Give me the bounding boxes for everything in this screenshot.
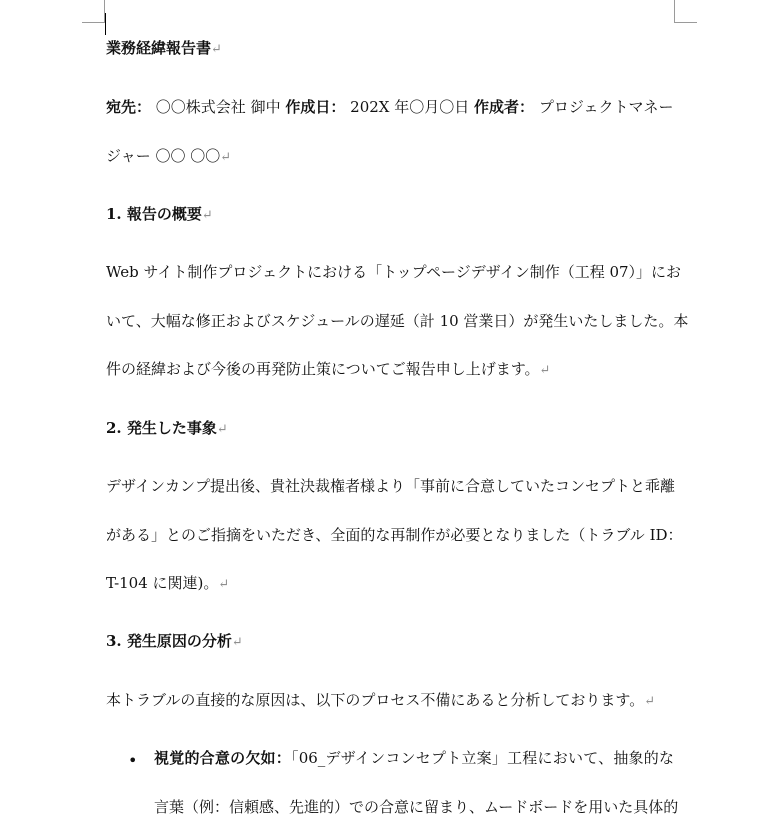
section-2-body[interactable] [106, 462, 674, 608]
bullet-label: 視覚的合意の欠如： [154, 749, 291, 767]
author-value-part1: プロジェクトマネー [539, 98, 674, 116]
body-line: 本トラブルの直接的な原因は、以下のプロセス不備にあると分析しております。 [106, 691, 644, 709]
date-value: 202X 年〇月〇日 [350, 98, 469, 116]
paragraph-mark: ↵ [540, 363, 551, 378]
author-value-part2: ジャー 〇〇 〇〇 [106, 147, 220, 165]
meta-line-1 [106, 83, 674, 132]
section-heading-text: 1. 報告の概要 [106, 205, 202, 223]
section-1-heading[interactable] [106, 190, 213, 239]
body-line: がある」とのご指摘をいただき、全面的な再制作が必要となりました（トラブル ID： [106, 511, 674, 560]
body-line: デザインカンプ提出後、貴社決裁権者様より「事前に合意していたコンセプトと乖離 [106, 462, 674, 511]
bullet-line-1 [154, 734, 674, 783]
section-2-heading[interactable] [106, 404, 228, 453]
body-line: いて、大幅な修正およびスケジュールの遅延（計 10 営業日）が発生いたしました。本 [106, 297, 674, 346]
bullet-line-2: 言葉（例：信頼感、先進的）での合意に留まり、ムードボードを用いた具体的 [154, 783, 674, 831]
section-3-heading[interactable] [106, 617, 243, 666]
author-label: 作成者： [474, 98, 534, 116]
paragraph-mark: ↵ [218, 577, 229, 592]
body-line: 件の経緯および今後の再発防止策についてご報告申し上げます。 [106, 360, 540, 378]
paragraph-mark: ↵ [644, 694, 655, 709]
paragraph-mark: ↵ [202, 208, 213, 223]
meta-line-2 [106, 132, 674, 181]
to-label: 宛先： [106, 98, 151, 116]
paragraph-mark: ↵ [220, 150, 231, 165]
body-line: Web サイト制作プロジェクトにおける「トップページデザイン制作（工程 07）」にお [106, 248, 674, 297]
to-value: 〇〇株式会社 御中 [156, 98, 281, 116]
page-corner-mark-right [674, 0, 697, 23]
meta-block[interactable] [106, 83, 674, 180]
bullet-text: 「06_デザインコンセプト立案」工程において、抽象的な [291, 749, 674, 767]
bullet-icon: • [128, 754, 137, 768]
section-heading-text: 2. 発生した事象 [106, 419, 217, 437]
section-heading-text: 3. 発生原因の分析 [106, 632, 232, 650]
title-text: 業務経緯報告書 [106, 39, 211, 57]
bullet-item[interactable] [154, 734, 674, 831]
section-1-body[interactable] [106, 248, 674, 394]
date-label: 作成日： [285, 98, 345, 116]
document-title[interactable] [106, 24, 222, 74]
paragraph-mark: ↵ [211, 42, 222, 57]
section-3-intro[interactable] [106, 676, 655, 725]
paragraph-mark: ↵ [217, 422, 228, 437]
paragraph-mark: ↵ [232, 635, 243, 650]
page-corner-mark-left [82, 0, 105, 23]
body-line: T-104 に関連)。 [106, 574, 218, 592]
